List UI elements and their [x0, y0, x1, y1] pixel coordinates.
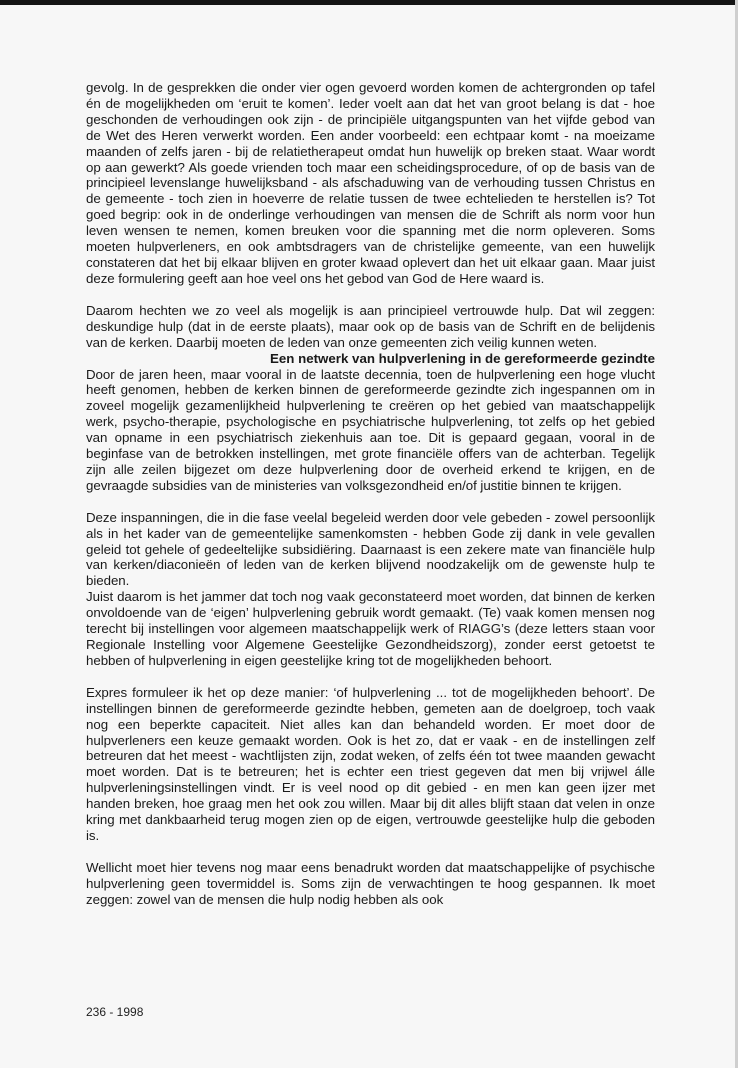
section-heading: Een netwerk van hulpverlening in de gereformeerde gezindte — [270, 350, 655, 366]
page-top-rule — [0, 0, 738, 5]
paragraph-2: Daarom hechten we zo veel als mogelijk is aan principieel vertrouwde hulp. Dat wil zeggen: deskundige hulp (dat in de eerste plaats), maar ook op de basis van de Schrift en de belijdenis van de kerken. Daarbij moeten de leden van onze gemeenten zich veilig kunnen weten. — [86, 302, 655, 350]
paragraph-3: Door de jaren heen, maar vooral in de laatste decennia, toen de hulpverlening een hoge vlucht heeft genomen, hebben de kerken binnen de gereformeerde gezindte zich ingespannen om in zoveel mogelijk gezamenlijkheid hulpverlening te creëren op het gebied van maatschappelijk werk, psycho-therapie, psychologische en psychiatrische hulpverlening, tot zelfs op het gebied van opname in een psychiatrisch ziekenhuis aan toe. Dit is gepaard gegaan, vooral in de beginfase van de betrokken instellingen, met grote financiële offers van de achterban. Tegelijk zijn alle zeilen bijgezet om deze hulpverlening door de overheid erkend te krijgen, en de gevraagde subsidies van de ministeries van volksgezondheid en/of justitie binnen te krijgen. — [86, 366, 655, 493]
paragraph-1: gevolg. In de gesprekken die onder vier ogen gevoerd worden komen de achtergronden op tafel én de mogelijkheden om ‘eruit te komen’. Ieder voelt aan dat het van groot belang is dat - hoe geschonden de verhoudingen ook zijn - de principiële uitgangspunten van het vijfde gebod van de Wet des Heren verwerkt worden. Een ander voorbeeld: een echtpaar komt - na moeizame maanden of zelfs jaren - bij de relatietherapeut omdat hun huwelijk op breken staat. Waar wordt op aan gewerkt? Als goede vrienden toch maar een scheidingsprocedure, of op de basis van de principieel levenslange huwelijksband - als afschaduwing van de verhouding tussen Christus en de gemeente - toch zien in hoeverre de relatie tussen de twee echtelieden te herstellen is? Tot goed begrip: ook in de onderlinge verhoudingen van mensen die de Schrift als norm voor hun leven wensen te nemen, komen breuken voor die spanning met die norm opleveren. Soms moeten hulpverleners, en ook ambtsdragers van de christelijke gemeente, van een huwelijk constateren dat het bij elkaar blijven en groter kwaad oplevert dan het uit elkaar gaan. Maar juist deze formulering geeft aan hoe veel ons het gebod van God de Here waard is. — [86, 80, 655, 286]
article-body — [86, 80, 655, 908]
paragraph-6: Expres formuleer ik het op deze manier: ‘of hulpverlening ... tot de mogelijkheden behoort’. De instellingen binnen de gereformeerde gezindte hebben, gemeten aan de doelgroep, toch vaak nog een beperkte capaciteit. Niet alles kan dan behandeld worden. Er moet door de hulpverleners een keuze gemaakt worden. Ook is het zo, dat er vaak - en de instellingen zelf betreuren dat het meest - wachtlijsten zijn, zodat weken, of zelfs één tot twee maanden gewacht moet worden. Dat is te betreuren; het is echter een triest gegeven dat men bij vrijwel álle hulpverleningsinstellingen vindt. Er is veel nood op dit gebied - en men kan geen ijzer met handen breken, hoe graag men het ook zou willen. Maar bij dit alles blijft staan dat velen in onze kring met dankbaarheid terug mogen zien op de eigen, vertrouwde geestelijke hulp die geboden is. — [86, 684, 655, 843]
paragraph-5: Juist daarom is het jammer dat toch nog vaak geconstateerd moet worden, dat binnen de kerken onvoldoende van de ‘eigen’ hulpverlening gebruik wordt gemaakt. (Te) vaak komen mensen nog terecht bij instellingen voor algemeen maatschappelijk werk of RIAGG’s (deze letters staan voor Regionale Instelling voor Algemene Geestelijke Gezondheidszorg), zonder eerst getoetst te hebben of hulpverlening in eigen geestelijke kring tot de mogelijkheden behoort. — [86, 589, 655, 668]
paragraph-4: Deze inspanningen, die in die fase veelal begeleid werden door vele gebeden - zowel persoonlijk als in het kader van de gemeentelijke samenkomsten - hebben Gode zij dank in vele gevallen geleid tot gehele of gedeeltelijke subsidiëring. Daarnaast is een zekere mate van financiële hulp van kerken/diaconieën of leden van de kerken blijvend noodzakelijk om de gewenste hulp te bieden. — [86, 509, 655, 589]
page-number: 236 - 1998 — [86, 1005, 144, 1019]
paragraph-7: Wellicht moet hier tevens nog maar eens benadrukt worden dat maatschappelijke of psychische hulpverlening geen tovermiddel is. Soms zijn de verwachtingen te hoog gespannen. Ik moet zeggen: zowel van de mensen die hulp nodig hebben als ook — [86, 859, 655, 907]
